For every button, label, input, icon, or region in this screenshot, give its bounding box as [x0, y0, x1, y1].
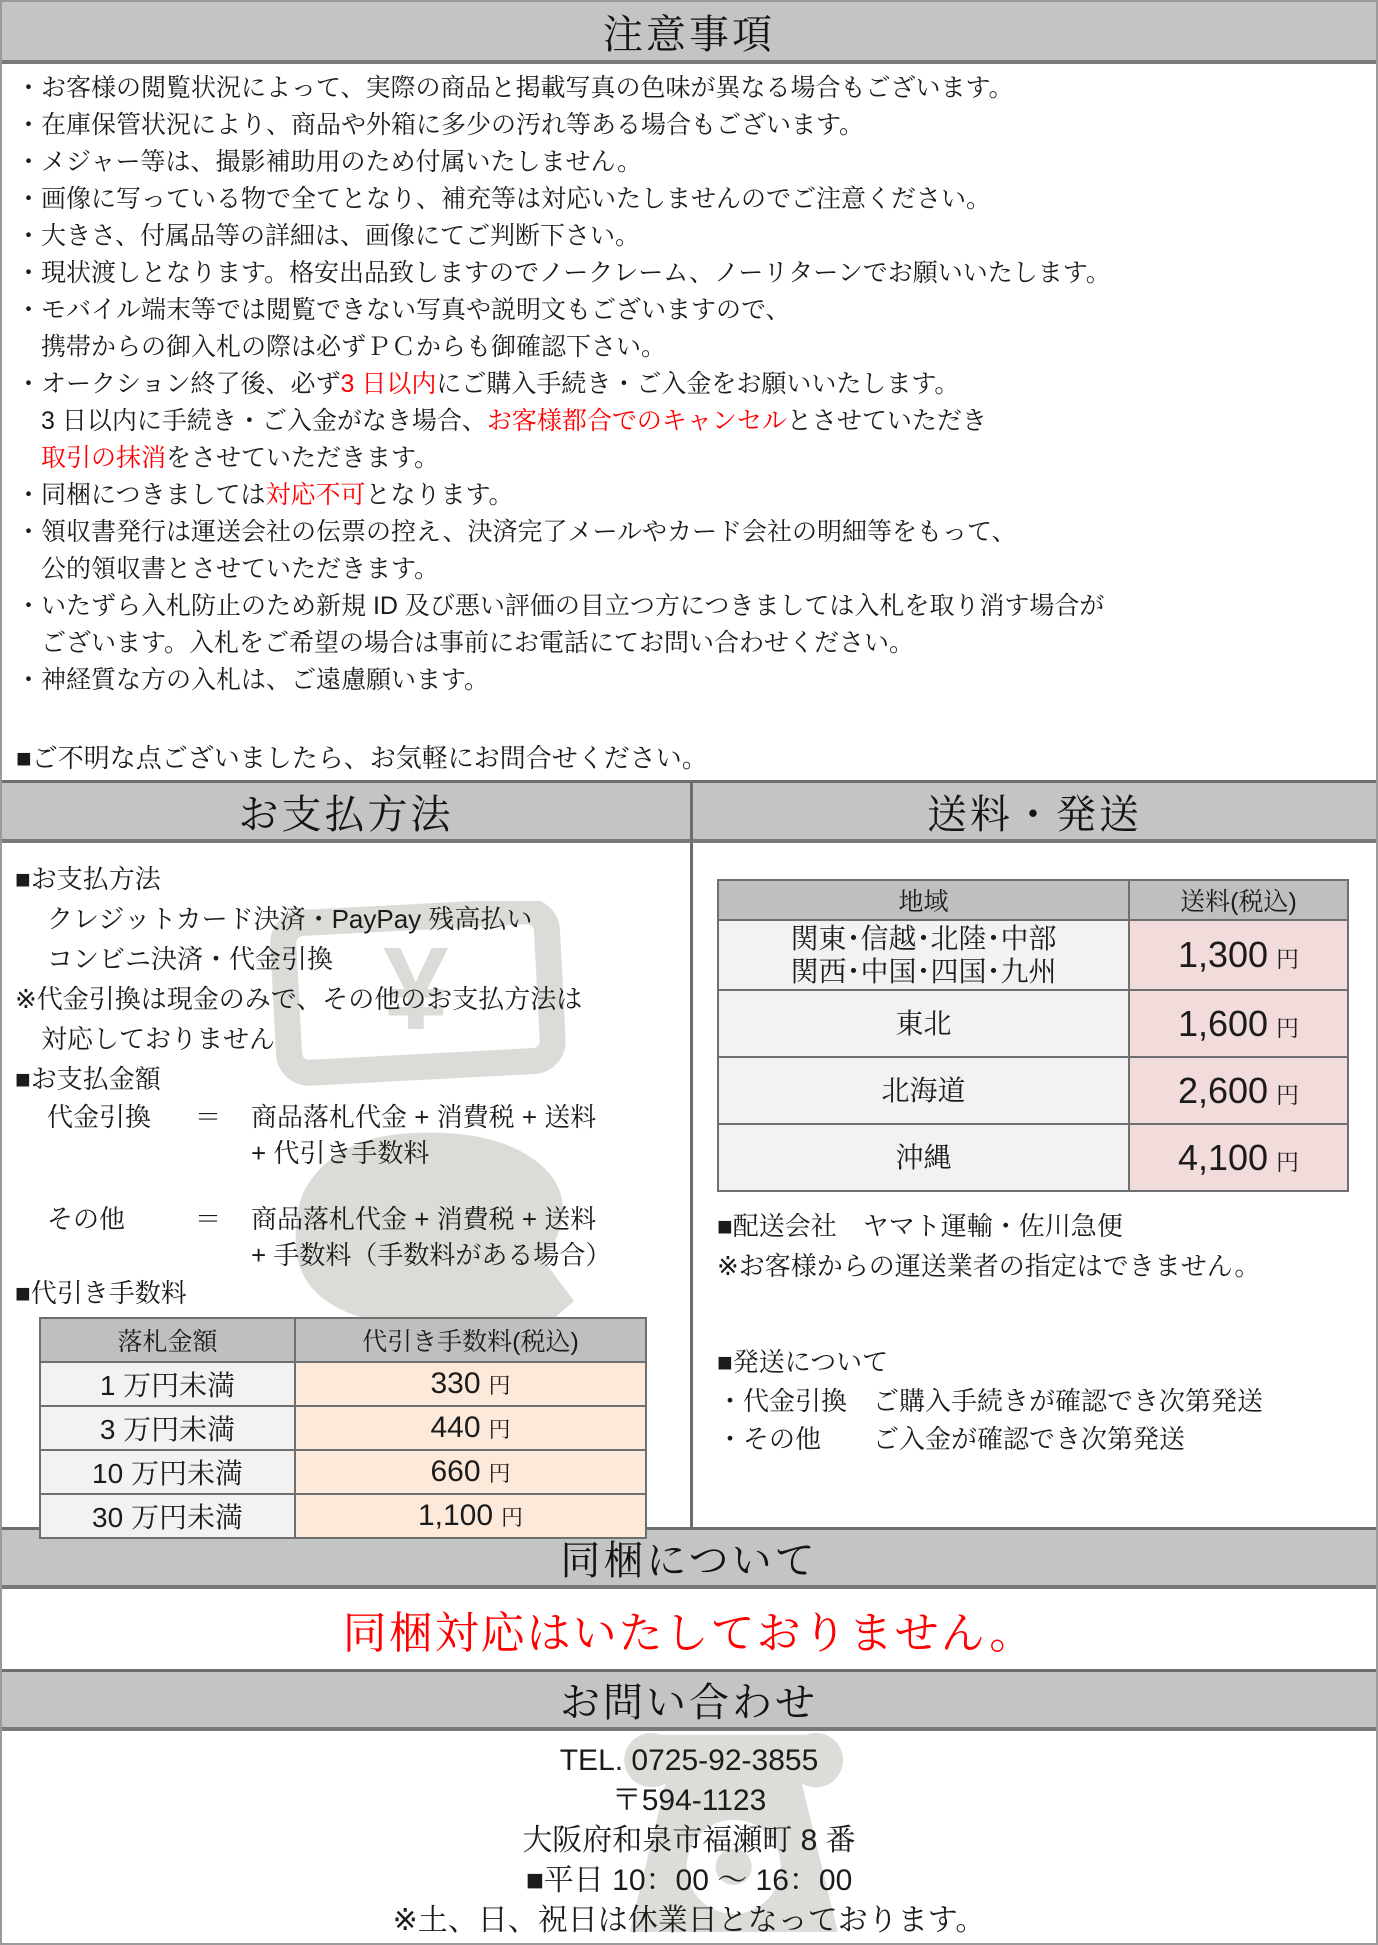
- formula-expression-line: + 手数料（手数料がある場合）: [251, 1240, 612, 1270]
- region-line: 北海道: [881, 1075, 966, 1106]
- contact-title: お問い合わせ: [560, 1681, 818, 1725]
- payment-methods-heading: ■お支払方法: [15, 864, 161, 894]
- payment-formula: [47, 1099, 690, 1171]
- bid-amount-cell: 3 万円未満: [40, 1406, 295, 1450]
- fee-value: 1,600: [1177, 1002, 1269, 1044]
- payment-methods-list: [15, 899, 690, 979]
- contact-lines: [2, 1741, 1376, 1941]
- fee-value: 1,300: [1177, 934, 1269, 975]
- payment-formula: [47, 1201, 690, 1273]
- svg-text:¥: ¥: [383, 923, 449, 1055]
- bundling-message: 同梱対応はいたしておりません。: [342, 1609, 1036, 1658]
- notice-text-segment: ・お客様の閲覧状況によって、実際の商品と掲載写真の色味が異なる場合もございます。: [16, 74, 1014, 102]
- region-line: 関西･中国･四国･九州: [790, 956, 1057, 987]
- payment-section: [2, 843, 693, 1533]
- notice-line: [16, 588, 1364, 625]
- notice-line: [16, 255, 1364, 292]
- shipping-section: [693, 843, 1376, 1527]
- shipping-header-bar: [693, 780, 1376, 843]
- notice-line: [16, 70, 1364, 107]
- notice-text-segment: 3 日以内: [340, 370, 437, 398]
- notice-text-segment: 対応不可: [265, 481, 366, 509]
- table-header-cell: 落札金額: [40, 1318, 295, 1362]
- payment-method-line: クレジットカード決済・PayPay 残高払い: [47, 904, 533, 934]
- notice-line: [16, 403, 1364, 440]
- notice-text-segment: 取引の抹消: [41, 444, 167, 472]
- cod-fee-row: [40, 1406, 646, 1450]
- region-cell: [718, 1057, 1129, 1124]
- dispatch-line: ・その他 ご入金が確認でき次第発送: [717, 1424, 1186, 1454]
- cod-fee-cell: [295, 1494, 646, 1538]
- cod-fee-row: [40, 1494, 646, 1538]
- cod-fee-row: [40, 1450, 646, 1494]
- notice-text-segment: ・メジャー等は、撮影補助用のため付属いたしません。: [16, 148, 643, 176]
- notice-footer: ■ご不明な点ございましたら、お気軽にお問合せください。: [16, 743, 708, 773]
- notice-line: [16, 218, 1364, 255]
- notice-lines: [16, 70, 1364, 699]
- notice-text-segment: をさせていただきます。: [166, 444, 440, 472]
- formula-expression-line: 商品落札代金 + 消費税 + 送料: [251, 1204, 597, 1234]
- payment-shipping-columns: [2, 843, 1376, 1533]
- notice-text-segment: ・いたずら入札防止のため新規 ID 及び悪い評価の目立つ方につきましては入札を取り消す場合が: [16, 592, 1105, 620]
- formula-equals: ＝: [195, 1204, 222, 1234]
- fee-unit-label: 円: [1276, 1081, 1300, 1108]
- formula-label: その他: [47, 1204, 126, 1234]
- notice-line: [16, 514, 1364, 551]
- formula-expression-line: 商品落札代金 + 消費税 + 送料: [251, 1102, 597, 1132]
- notice-text-segment: [16, 444, 41, 472]
- shipping-row: [718, 1124, 1348, 1191]
- shipping-fee-table: [717, 879, 1349, 1192]
- formula-expression-line: + 代引き手数料: [251, 1138, 430, 1168]
- notice-text-segment: となります。: [365, 481, 514, 509]
- notice-text-segment: とさせていただき: [786, 407, 987, 435]
- contact-line: 大阪府和泉市福瀬町 8 番: [522, 1824, 856, 1857]
- contact-line: TEL. 0725-92-3855: [559, 1744, 819, 1777]
- fee-value: 2,600: [1177, 1069, 1269, 1111]
- payment-header-bar: [2, 780, 693, 843]
- notice-text-segment: 公的領収書とさせていただきます。: [16, 555, 440, 583]
- fee-unit-label: 円: [488, 1373, 511, 1398]
- region-cell: [718, 1124, 1129, 1191]
- notice-line: [16, 477, 1364, 514]
- notice-text-segment: ・在庫保管状況により、商品や外箱に多少の汚れ等ある場合もございます。: [16, 111, 865, 139]
- notice-text-segment: ございます。入札をご希望の場合は事前にお電話にてお問い合わせください。: [16, 629, 915, 657]
- table-header-cell: 送料(税込): [1129, 880, 1348, 920]
- notice-text-segment: ・画像に写っている物で全てとなり、補充等は対応いたしませんのでご注意ください。: [16, 185, 992, 213]
- table-header-cell: 地域: [718, 880, 1129, 920]
- payment-formulas: [15, 1099, 690, 1273]
- column-headers: [2, 780, 1376, 843]
- shipping-row: [718, 920, 1348, 990]
- shipping-fee-cell: [1129, 920, 1348, 990]
- carrier-note: ※お客様からの運送業者の指定はできません。: [717, 1251, 1261, 1281]
- fee-unit-label: 円: [488, 1417, 511, 1442]
- shipping-row: [718, 1057, 1348, 1124]
- notice-line: [16, 625, 1364, 662]
- formula-expression: [251, 1099, 690, 1171]
- notice-text-segment: お客様都合でのキャンセル: [486, 407, 787, 435]
- bid-amount-cell: 10 万円未満: [40, 1450, 295, 1494]
- region-cell: [718, 920, 1129, 990]
- cod-fee-heading: ■代引き手数料: [15, 1278, 187, 1308]
- contact-line: 〒594-1123: [611, 1784, 767, 1817]
- carrier-line: ■配送会社 ヤマト運輸・佐川急便: [717, 1211, 1123, 1241]
- shipping-title: 送料・発送: [927, 792, 1142, 837]
- notice-text-segment: ・同梱につきましては: [16, 481, 266, 509]
- fee-value: 440: [430, 1411, 481, 1444]
- formula-label: 代金引換: [47, 1102, 152, 1132]
- fee-unit-label: 円: [1276, 946, 1300, 972]
- shipping-fee-cell: [1129, 1057, 1348, 1124]
- fee-value: 660: [430, 1455, 481, 1488]
- dispatch-line: ・代金引換 ご購入手続きが確認でき次第発送: [717, 1386, 1264, 1416]
- contact-line: ■平日 10：00 ～ 16：00: [525, 1864, 853, 1897]
- table-header-row: [40, 1318, 646, 1362]
- fee-unit-label: 円: [501, 1505, 524, 1530]
- bundling-title: 同梱について: [560, 1539, 818, 1583]
- bid-amount-cell: 30 万円未満: [40, 1494, 295, 1538]
- shipping-fee-cell: [1129, 1124, 1348, 1191]
- notice-line: [16, 551, 1364, 588]
- payment-note-line: 対応しておりません: [15, 1024, 276, 1054]
- notice-line: [16, 107, 1364, 144]
- payment-method-line: コンビニ決済・代金引換: [47, 944, 334, 974]
- dispatch-heading: ■発送について: [717, 1347, 889, 1377]
- contact-header-bar: [2, 1669, 1376, 1731]
- notice-text-segment: ・神経質な方の入札は、ご遠慮願います。: [16, 666, 490, 694]
- notice-line: [16, 440, 1364, 477]
- notice-text-segment: ・現状渡しとなります。格安出品致しますのでノークレーム、ノーリターンでお願いいたします。: [16, 259, 1111, 287]
- notice-text-segment: 携帯からの御入札の際は必ずＰＣからも御確認下さい。: [16, 333, 667, 361]
- bid-amount-cell: 1 万円未満: [40, 1362, 295, 1406]
- cod-fee-cell: [295, 1362, 646, 1406]
- notice-text-segment: ・オークション終了後、必ず: [16, 370, 341, 398]
- fee-unit-label: 円: [488, 1461, 511, 1486]
- notice-line: [16, 144, 1364, 181]
- notice-line: [16, 329, 1364, 366]
- notice-header-bar: [2, 2, 1376, 64]
- table-header-cell: 代引き手数料(税込): [295, 1318, 646, 1362]
- payment-cod-note: [15, 979, 690, 1059]
- shipping-fee-cell: [1129, 990, 1348, 1057]
- table-header-row: [718, 880, 1348, 920]
- notice-text-segment: ・大きさ、付属品等の詳細は、画像にてご判断下さい。: [16, 222, 641, 250]
- notice-line: [16, 662, 1364, 699]
- region-line: 東北: [895, 1008, 952, 1039]
- formula-equals: ＝: [195, 1102, 222, 1132]
- notice-line: [16, 292, 1364, 329]
- fee-unit-label: 円: [1276, 1148, 1300, 1175]
- notice-line: [16, 181, 1364, 218]
- notice-title: 注意事項: [603, 12, 775, 57]
- region-cell: [718, 990, 1129, 1057]
- cod-fee-table: [39, 1317, 647, 1539]
- dispatch-lines: [717, 1382, 1376, 1458]
- cod-fee-cell: [295, 1406, 646, 1450]
- notice-text-segment: ・モバイル端末等では閲覧できない写真や説明文もございますので、: [16, 296, 791, 324]
- region-line: 沖縄: [895, 1142, 952, 1173]
- fee-value: 330: [430, 1367, 481, 1400]
- formula-expression: [251, 1201, 690, 1273]
- notice-line: [16, 366, 1364, 403]
- payment-title: お支払方法: [238, 792, 454, 837]
- notice-section: [2, 64, 1376, 780]
- cod-fee-cell: [295, 1450, 646, 1494]
- notice-text-segment: ・領収書発行は運送会社の伝票の控え、決済完了メールやカード会社の明細等をもって、: [16, 518, 1017, 546]
- contact-line: ※土、日、祝日は休業日となっております。: [392, 1904, 986, 1937]
- region-line: 関東･信越･北陸･中部: [790, 923, 1057, 954]
- notice-text-segment: にご購入手続き・ご入金をお願いいたします。: [436, 370, 960, 398]
- fee-value: 4,100: [1177, 1136, 1269, 1178]
- contact-section: [2, 1731, 1376, 1945]
- shipping-row: [718, 990, 1348, 1057]
- fee-unit-label: 円: [1276, 1014, 1300, 1041]
- payment-amount-heading: ■お支払金額: [15, 1064, 161, 1094]
- cod-fee-row: [40, 1362, 646, 1406]
- fee-value: 1,100: [417, 1499, 494, 1532]
- notice-text-segment: 3 日以内に手続き・ご入金がなき場合、: [16, 407, 487, 435]
- payment-note-line: ※代金引換は現金のみで、その他のお支払方法は: [15, 984, 583, 1014]
